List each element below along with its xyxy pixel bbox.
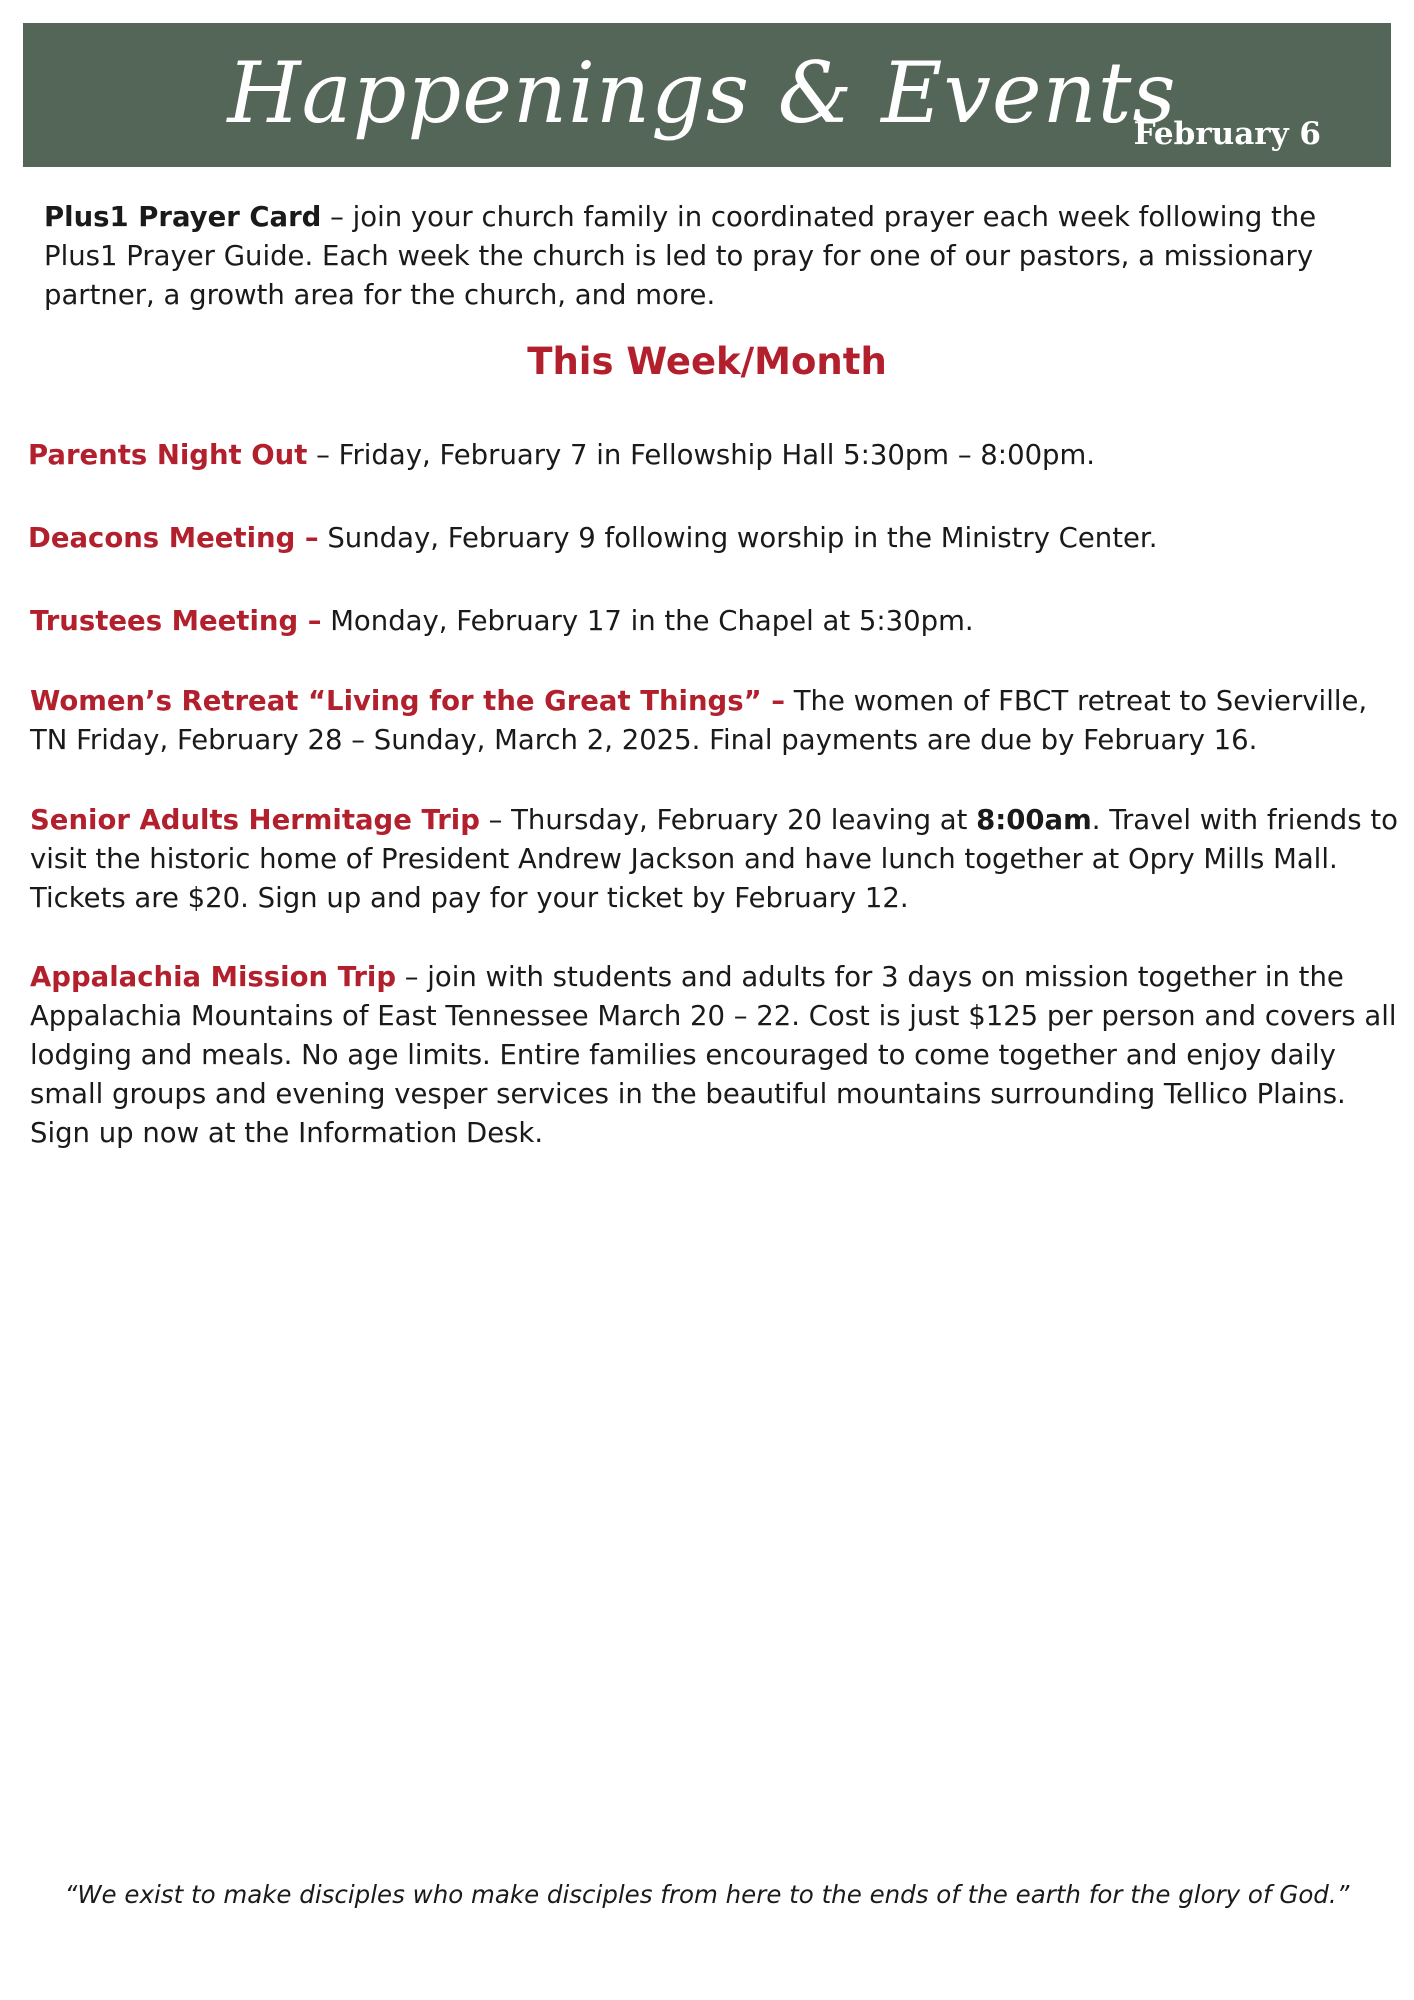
event-appalachia-mission-trip xyxy=(30,958,1400,1153)
event-parents-night-out xyxy=(28,436,1398,475)
event-text: Monday, February 17 in the Chapel at 5:30pm. xyxy=(321,605,974,637)
header-date: February 6 xyxy=(1133,116,1321,152)
event-senior-adults-trip xyxy=(30,801,1400,918)
event-time: 8:00am xyxy=(976,804,1092,836)
event-title: Appalachia Mission Trip xyxy=(30,961,397,993)
page-title: Happenings & Events xyxy=(227,44,1177,142)
event-text: The women of FBCT retreat to Sevierville, TN Friday, February 28 – Sunday, March 2, 2025. Final payments are due by February 16. xyxy=(30,685,1368,756)
event-title: Trustees Meeting – xyxy=(30,605,322,637)
event-title: Parents Night Out xyxy=(28,439,308,471)
mission-statement: “We exist to make disciples who make disciples from here to the ends of the earth for the glory of God.” xyxy=(64,1880,1350,1909)
event-text: – join with students and adults for 3 days on mission together in the Appalachia Mountains of East Tennessee March 20 – 22. Cost is just $125 per person and covers all lodging and meals. No age limits. Entire families encouraged to come together and enjoy daily small groups and evening vesper services in the beautiful mountains surrounding Tellico Plains. xyxy=(30,961,1397,1110)
intro-paragraph xyxy=(44,198,1344,315)
event-text: – Friday, February 7 in Fellowship Hall 5:30pm – 8:00pm. xyxy=(307,439,1096,471)
event-trustees-meeting xyxy=(30,602,1400,641)
event-text: Sunday, February 9 following worship in the Ministry Center. xyxy=(318,522,1158,554)
event-title: Deacons Meeting – xyxy=(28,522,319,554)
intro-label: Plus1 Prayer Card xyxy=(44,201,322,233)
event-signup-note: Sign up now at the Information Desk. xyxy=(30,1117,544,1149)
event-title: Women’s Retreat “Living for the Great Things” – xyxy=(30,685,785,717)
event-title: Senior Adults Hermitage Trip xyxy=(30,804,480,836)
intro-text: – join your church family in coordinated prayer each week following the Plus1 Prayer Guide. Each week the church is led to pray for one of our pastors, a missionary partner, a growth area for the church, and more. xyxy=(44,201,1317,311)
section-heading: This Week/Month xyxy=(527,340,887,383)
event-womens-retreat xyxy=(30,682,1400,760)
event-deacons-meeting xyxy=(28,519,1398,558)
event-text: – Thursday, February 20 leaving at xyxy=(479,804,977,836)
event-text: . Travel with friends to visit the historic home of President Andrew Jackson and have lunch together at Opry Mills Mall. Tickets are $20. Sign up and pay for your ticket by February 12. xyxy=(30,804,1398,914)
header-banner xyxy=(23,23,1391,167)
